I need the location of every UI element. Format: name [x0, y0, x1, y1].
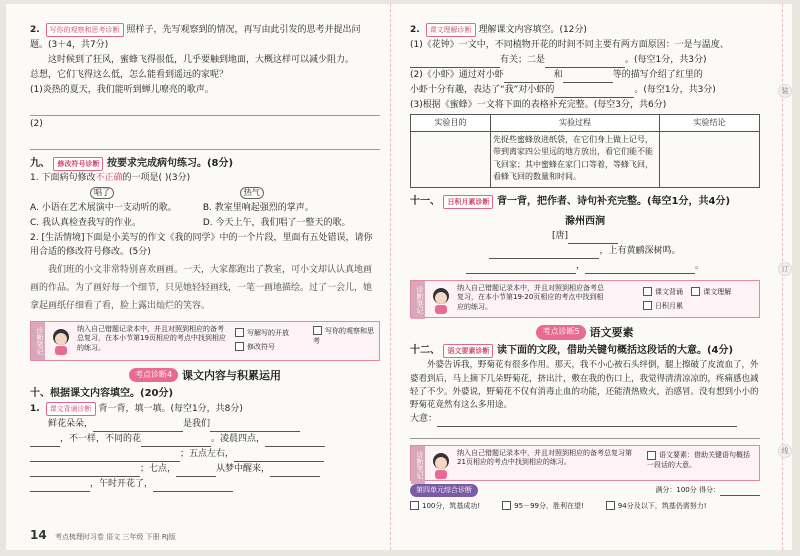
checkbox-option[interactable]: 写解写的开放: [235, 326, 289, 340]
error-passage[interactable]: 我们班的小文非常特别喜欢画画。一天，大家都跑出了教室，可小文却认认真地画画的作品。为了画好每一个细节，只见她轻轻画线，一笔一画地描绘。过了一会儿，她拿起画纸仔细看了看，脸上露出灿烂的笑容。: [30, 264, 373, 311]
left-q2-header: 2. 写你的观察和思考诊断 照样子，先写观察到的情况，再写由此引发的思考并提出问: [30, 25, 361, 35]
table-cell-blank[interactable]: [411, 132, 491, 188]
fill-line-4: ；七点， 从梦中醒来，: [30, 463, 380, 477]
level-option[interactable]: 94分及以下，筑基仍需努力!: [606, 501, 707, 512]
right-q2-header: 2. 课文理解诊断 理解课文内容填空。(12分): [410, 25, 587, 35]
poem-line-2: ， 。: [410, 260, 760, 274]
score-blank[interactable]: [720, 486, 760, 496]
blank[interactable]: [437, 417, 737, 427]
section-11-title: 十一、 日积月累诊断 背一背，把作者、诗句补充完整。(每空1分，共4分): [410, 196, 731, 208]
level-option[interactable]: 95－99分，胜利在望!: [502, 501, 584, 512]
answer-line[interactable]: [30, 100, 380, 116]
poem-author: [唐]: [410, 230, 760, 244]
blank[interactable]: [545, 58, 625, 68]
left-q2-line2: 题。(3＋4，共7分): [30, 39, 109, 50]
checkbox[interactable]: [643, 287, 652, 296]
page-number: 14: [30, 528, 47, 542]
checkbox-option[interactable]: 课文背诵 课文理解: [643, 285, 731, 299]
girl-icon: [49, 326, 73, 356]
reading-passage: 外婆告诉我，野菊花有很多作用。那天，我不小心被石头绊倒，腿上擦破了皮流血了，外婆看到后，马上摘下几朵野菊花，挤出汁，敷在我的伤口上，我觉得清清凉凉的，疼痛感也减轻了不少。外婆说，野菊花不仅有消毒止血的功能，还能清热败火，治感冒。没有想到小小的野菊花竟然有这么多用途。: [410, 360, 759, 410]
blank[interactable]: [30, 482, 90, 492]
example-line-2: 总想，它们飞得这么低，怎么能看到遥远的家呢？: [30, 69, 229, 80]
footer-text: 考点梳理时习卷 语文 三年级 下册 RJ版: [54, 533, 176, 541]
blank[interactable]: [234, 452, 324, 462]
girl-icon: [429, 285, 453, 315]
fill-line-1: 鲜花朵朵， 是我们: [30, 418, 380, 432]
blank[interactable]: [176, 467, 216, 477]
options-cd: C. 我认真检查我写的作业。 D. 今天上午，我们唱了一整天的歌。: [30, 217, 351, 228]
right-column: [410, 22, 760, 512]
options-ab: A. 小语在艺术展演中一支动听的歌。 B. 教室里响起强烈的掌声。: [30, 203, 314, 213]
blank[interactable]: [210, 422, 300, 432]
correction-bubbles: 唱了 热气: [30, 187, 380, 201]
poem-title: 滁州西涧: [565, 215, 605, 227]
blank[interactable]: [30, 467, 140, 477]
left-column: [30, 22, 380, 493]
sec9-q1: 1. 下面病句修改不正确的一项是( )(3分): [30, 173, 191, 184]
fill-line-3: ；五点左右，: [30, 448, 380, 462]
checkbox-option[interactable]: 日积月累: [643, 299, 731, 313]
blank[interactable]: [563, 73, 613, 83]
checkbox[interactable]: [643, 301, 652, 310]
blank[interactable]: [141, 437, 211, 447]
item-2: (2): [30, 118, 43, 129]
diag1-checkboxes: [235, 326, 289, 354]
summary-answer: 大意：: [410, 413, 760, 427]
blank[interactable]: [504, 73, 554, 83]
fill-item-2: (2)《小虾》通过对小虾 和 等的描写介绍了红里的: [410, 69, 760, 83]
score-levels: [410, 501, 760, 512]
table-cell-blank[interactable]: [660, 132, 760, 188]
blank[interactable]: [568, 234, 618, 244]
blank[interactable]: [410, 58, 500, 68]
worksheet-page: [6, 4, 792, 550]
score-box: 满分：100分 得分：: [655, 485, 760, 496]
blank[interactable]: [153, 482, 233, 492]
diagnosis-note-2: 诊断笔记 纳入自己错题记录本中，并且对照到相应备考总复习，在本小节第19-20页相应的考点中找到相应的练习。 课文背诵 课文理解 日积月累: [410, 280, 760, 318]
blank[interactable]: [489, 249, 599, 259]
table-header: 实验过程: [491, 114, 660, 131]
checkbox[interactable]: [410, 501, 419, 510]
page-footer: [30, 528, 176, 542]
answer-line[interactable]: [410, 429, 760, 439]
table-cell: 先捉些蜜蜂放进纸袋，在它们身上做上记号，带到离家四公里远的地方放出，看它们能不能飞回家；其中蜜蜂在家门口等着，等蜂飞回，看蜂飞回的数量和时间。: [491, 132, 660, 188]
checkbox-option[interactable]: 写你的观察和思考: [313, 326, 374, 345]
item-1: (1)炎热的夏天，我们能听到蝉儿嘹亮的歌声。: [30, 84, 214, 95]
experiment-table: [410, 114, 760, 188]
fill-item-3: (3)根据《蜜蜂》一文将下面的表格补充完整。(每空3分，共6分): [410, 99, 667, 110]
example-line-1: 这时候到了狂风，蜜蜂飞得很低，几乎要触到地面，大概这样可以减少阻力。: [48, 54, 355, 65]
blank[interactable]: [554, 88, 634, 98]
section-12-title: 十二、 语文要素诊断 读下面的文段，借助关键句概括这段话的大意。(4分): [410, 344, 734, 356]
fill-line-5: ，午时开花了，: [30, 478, 380, 492]
binding-tab-3: 线: [778, 444, 792, 458]
checkbox[interactable]: [313, 326, 322, 335]
poem-line-1: ，上有黄鹂深树鸣。: [410, 245, 760, 259]
blank[interactable]: [93, 422, 183, 432]
checkbox-option[interactable]: 修改符号: [235, 340, 289, 354]
fill-item-1b: 有关；二是 。(每空1分，共3分): [410, 54, 760, 68]
fill-item-2b: 小虾十分有趣，表达了“我”对小虾的 。(每空1分，共3分): [410, 84, 760, 98]
answer-line[interactable]: [30, 134, 380, 150]
section-banner-4: 考点诊断4 课文内容与积累运用: [30, 367, 380, 384]
section-10-title: 十、根据课文内容填空。(20分): [30, 387, 174, 399]
section-9-title: 九、 修改符号诊断 按要求完成病句练习。(8分): [30, 157, 234, 169]
diagnosis-note-1: 诊断笔记 纳入自己错题记录本中，并且对照到相应的备考总复习，在本小节第19页相应的考点中找到相应的练习。 写解写的开放 修改符号 写你的观察和思考: [30, 321, 380, 361]
checkbox-option[interactable]: 语文要素：借助关键语句概括一段话的大意。: [647, 451, 750, 469]
blank[interactable]: [30, 437, 60, 447]
girl-icon: [429, 450, 453, 480]
binding-tab-1: 装: [778, 84, 792, 98]
blank[interactable]: [270, 467, 320, 477]
blank[interactable]: [466, 264, 576, 274]
blank[interactable]: [265, 437, 325, 447]
fill-item-1: (1)《花钟》一文中，不同植物开花的时间不同主要有两方面原因：一是与温度、: [410, 39, 729, 50]
diagnosis-tag: 写你的观察和思考诊断: [46, 23, 124, 37]
blank[interactable]: [585, 264, 695, 274]
blank[interactable]: [30, 452, 180, 462]
table-header: 实验结论: [660, 114, 760, 131]
unit-title: 第四单元综合诊断: [410, 484, 478, 497]
checkbox[interactable]: [235, 328, 244, 337]
center-binding-line: [390, 4, 398, 550]
level-option[interactable]: 100分，筑基成功!: [410, 501, 480, 512]
checkbox[interactable]: [606, 501, 615, 510]
diag2-checkboxes: [643, 285, 731, 313]
diagnosis-note-3: 诊断笔记 纳入自己错题记录本中，并且对照到相应的备考总复习第21页相应的考点中找到相应的练习。 语文要素：借助关键语句概括一段话的大意。: [410, 445, 760, 481]
sec10-q1: 1. 课文背诵诊断 背一背，填一填。(每空1分，共8分): [30, 404, 243, 415]
checkbox[interactable]: [502, 501, 511, 510]
binding-tab-2: 订: [778, 262, 792, 276]
checkbox[interactable]: [691, 287, 700, 296]
checkbox[interactable]: [647, 451, 656, 460]
sec9-q2: 2. [生活情境]下面是小美写的作文《我的同学》中的一个片段，里面有五处错误，请你用合适的修改符号修改。(5分): [30, 232, 373, 257]
section-banner-5: 考点诊断5 语文要素: [410, 324, 760, 341]
unit-summary-bar: [410, 484, 760, 497]
fill-line-2: ，不一样，不同的花 。凌晨四点，: [30, 433, 380, 447]
checkbox[interactable]: [235, 342, 244, 351]
table-header: 实验目的: [411, 114, 491, 131]
